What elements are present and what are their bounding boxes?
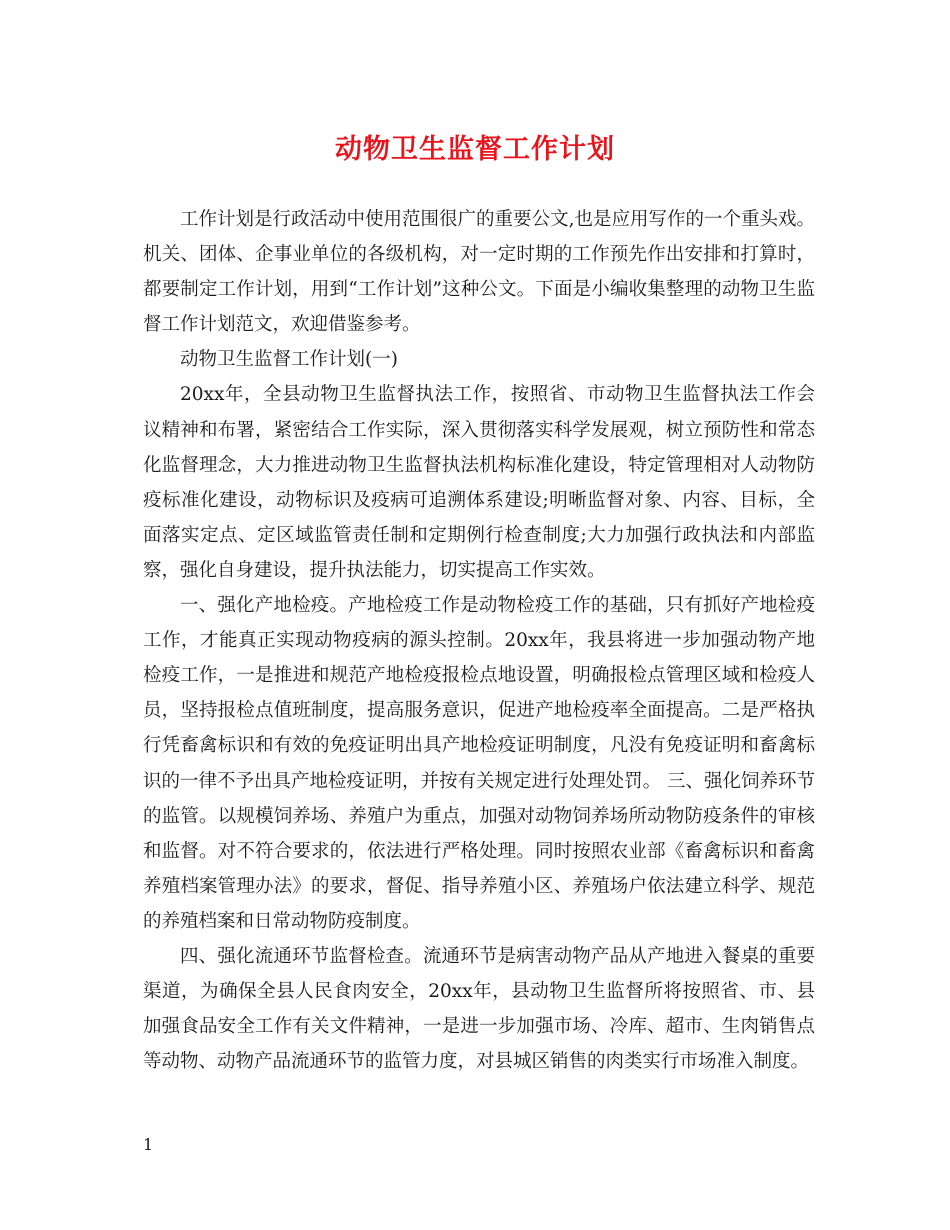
paragraph-overview: 20xx年，全县动物卫生监督执法工作，按照省、市动物卫生监督执法工作会议精神和布署，紧密结合工作实际，深入贯彻落实科学发展观，树立预防性和常态化监督理念，大力推进动物卫生监督执法机构标准化建设，特定管理相对人动物防疫标准化建设，动物标识及疫病可追溯体系建设;明晰监督对象、内容、目标，全面落实定点、定区域监管责任制和定期例行检查制度;大力加强行政执法和内部监察，强化自身建设，提升执法能力，切实提高工作实效。 <box>143 384 815 581</box>
document-body <box>143 202 815 1079</box>
page-number: 1 <box>143 1135 154 1154</box>
document-title: 动物卫生监督工作计划 <box>335 134 615 165</box>
paragraph-section-one: 一、强化产地检疫。产地检疫工作是动物检疫工作的基础，只有抓好产地检疫工作，才能真正实现动物疫病的源头控制。20xx年，我县将进一步加强动物产地检疫工作，一是推进和规范产地检疫报检点地设置，明确报检点管理区域和检疫人员，坚持报检点值班制度，提高服务意识，促进产地检疫率全面提高。二是严格执行凭畜禽标识和有效的免疫证明出具产地检疫证明制度，凡没有免疫证明和畜禽标识的一律不予出具产地检疫证明，并按有关规定进行处理处罚。 三、强化饲养环节的监管。以规模饲养场、养殖户为重点，加强对动物饲养场所动物防疫条件的审核和监督。对不符合要求的，依法进行严格处理。同时按照农业部《畜禽标识和畜禽养殖档案管理办法》的要求，督促、指导养殖小区、养殖场户依法建立科学、规范的养殖档案和日常动物防疫制度。 <box>143 595 815 932</box>
section-heading: 动物卫生监督工作计划(一) <box>180 349 398 371</box>
paragraph-section-four: 四、强化流通环节监督检查。流通环节是病害动物产品从产地进入餐桌的重要渠道，为确保全县人民食肉安全，20xx年，县动物卫生监督所将按照省、市、县加强食品安全工作有关文件精神，一是进一步加强市场、冷库、超市、生肉销售点等动物、动物产品流通环节的监管力度，对县城区销售的肉类实行市场准入制度。 <box>143 945 815 1073</box>
paragraph-intro: 工作计划是行政活动中使用范围很广的重要公文,也是应用写作的一个重头戏。机关、团体、企事业单位的各级机构，对一定时期的工作预先作出安排和打算时，都要制定工作计划，用到“工作计划”这种公文。下面是小编收集整理的动物卫生监督工作计划范文，欢迎借鉴参考。 <box>143 209 815 336</box>
